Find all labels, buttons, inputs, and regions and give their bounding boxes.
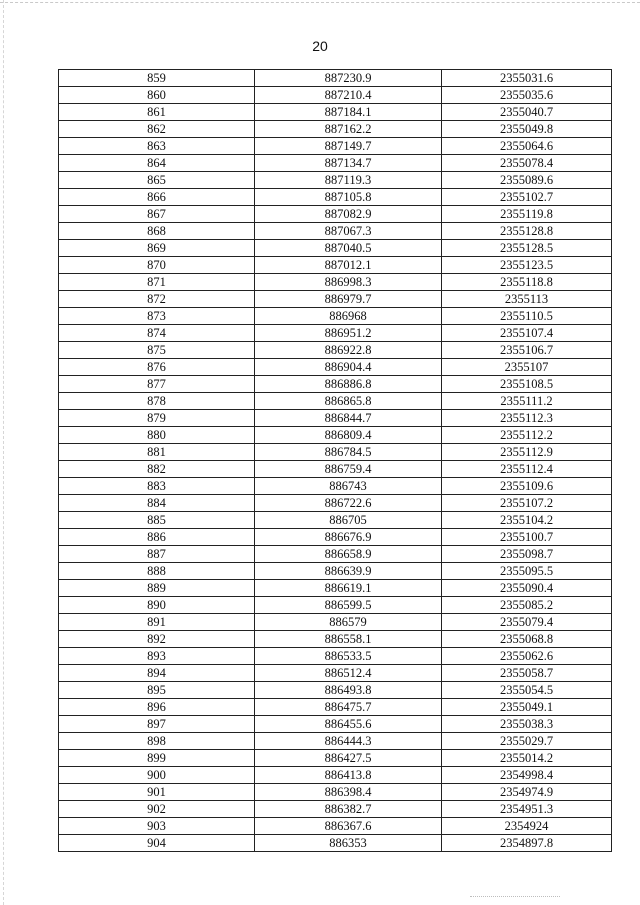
- point-number-cell: 861: [59, 104, 255, 121]
- y-coordinate-cell: 2355110.5: [442, 308, 612, 325]
- point-number-cell: 880: [59, 427, 255, 444]
- table-row: [59, 631, 612, 648]
- table-row: [59, 274, 612, 291]
- y-coordinate-cell: 2354924: [442, 818, 612, 835]
- y-coordinate-cell: 2355128.5: [442, 240, 612, 257]
- y-coordinate-cell: 2355108.5: [442, 376, 612, 393]
- point-number-cell: 871: [59, 274, 255, 291]
- table-body: [59, 70, 612, 852]
- y-coordinate-cell: 2355095.5: [442, 563, 612, 580]
- table-row: [59, 546, 612, 563]
- y-coordinate-cell: 2354951.3: [442, 801, 612, 818]
- y-coordinate-cell: 2354974.9: [442, 784, 612, 801]
- x-coordinate-cell: 886558.1: [255, 631, 442, 648]
- table-row: [59, 308, 612, 325]
- point-number-cell: 889: [59, 580, 255, 597]
- x-coordinate-cell: 886413.8: [255, 767, 442, 784]
- x-coordinate-cell: 886579: [255, 614, 442, 631]
- table-row: [59, 614, 612, 631]
- point-number-cell: 878: [59, 393, 255, 410]
- point-number-cell: 895: [59, 682, 255, 699]
- point-number-cell: 899: [59, 750, 255, 767]
- table-row: [59, 70, 612, 87]
- x-coordinate-cell: 886353: [255, 835, 442, 852]
- x-coordinate-cell: 886922.8: [255, 342, 442, 359]
- point-number-cell: 866: [59, 189, 255, 206]
- y-coordinate-cell: 2355014.2: [442, 750, 612, 767]
- point-number-cell: 894: [59, 665, 255, 682]
- x-coordinate-cell: 887230.9: [255, 70, 442, 87]
- y-coordinate-cell: 2355049.1: [442, 699, 612, 716]
- x-coordinate-cell: 886722.6: [255, 495, 442, 512]
- y-coordinate-cell: 2355035.6: [442, 87, 612, 104]
- point-number-cell: 869: [59, 240, 255, 257]
- y-coordinate-cell: 2354998.4: [442, 767, 612, 784]
- point-number-cell: 882: [59, 461, 255, 478]
- table-row: [59, 495, 612, 512]
- point-number-cell: 884: [59, 495, 255, 512]
- point-number-cell: 874: [59, 325, 255, 342]
- x-coordinate-cell: 886493.8: [255, 682, 442, 699]
- table-row: [59, 172, 612, 189]
- x-coordinate-cell: 886444.3: [255, 733, 442, 750]
- table-row: [59, 444, 612, 461]
- point-number-cell: 897: [59, 716, 255, 733]
- table-row: [59, 138, 612, 155]
- point-number-cell: 902: [59, 801, 255, 818]
- x-coordinate-cell: 886367.6: [255, 818, 442, 835]
- x-coordinate-cell: 886998.3: [255, 274, 442, 291]
- y-coordinate-cell: 2355064.6: [442, 138, 612, 155]
- x-coordinate-cell: 886398.4: [255, 784, 442, 801]
- point-number-cell: 865: [59, 172, 255, 189]
- table-row: [59, 597, 612, 614]
- x-coordinate-cell: 886475.7: [255, 699, 442, 716]
- point-number-cell: 881: [59, 444, 255, 461]
- point-number-cell: 903: [59, 818, 255, 835]
- y-coordinate-cell: 2355107: [442, 359, 612, 376]
- x-coordinate-cell: 886904.4: [255, 359, 442, 376]
- y-coordinate-cell: 2355106.7: [442, 342, 612, 359]
- y-coordinate-cell: 2355079.4: [442, 614, 612, 631]
- y-coordinate-cell: 2355068.8: [442, 631, 612, 648]
- x-coordinate-cell: 886455.6: [255, 716, 442, 733]
- x-coordinate-cell: 887162.2: [255, 121, 442, 138]
- x-coordinate-cell: 887149.7: [255, 138, 442, 155]
- table-row: [59, 291, 612, 308]
- y-coordinate-cell: 2355109.6: [442, 478, 612, 495]
- table-row: [59, 257, 612, 274]
- table-row: [59, 223, 612, 240]
- y-coordinate-cell: 2355078.4: [442, 155, 612, 172]
- table-row: [59, 733, 612, 750]
- point-number-cell: 893: [59, 648, 255, 665]
- y-coordinate-cell: 2355112.2: [442, 427, 612, 444]
- y-coordinate-cell: 2355098.7: [442, 546, 612, 563]
- x-coordinate-cell: 886886.8: [255, 376, 442, 393]
- point-number-cell: 890: [59, 597, 255, 614]
- table-row: [59, 580, 612, 597]
- table-row: [59, 665, 612, 682]
- point-number-cell: 896: [59, 699, 255, 716]
- table-row: [59, 461, 612, 478]
- point-number-cell: 892: [59, 631, 255, 648]
- scan-border-bottom: [470, 896, 560, 897]
- table-row: [59, 121, 612, 138]
- y-coordinate-cell: 2355049.8: [442, 121, 612, 138]
- point-number-cell: 879: [59, 410, 255, 427]
- y-coordinate-cell: 2355119.8: [442, 206, 612, 223]
- point-number-cell: 891: [59, 614, 255, 631]
- table-row: [59, 393, 612, 410]
- y-coordinate-cell: 2355107.2: [442, 495, 612, 512]
- table-row: [59, 818, 612, 835]
- y-coordinate-cell: 2355100.7: [442, 529, 612, 546]
- coordinates-table: [58, 69, 612, 852]
- table-row: [59, 699, 612, 716]
- table-row: [59, 750, 612, 767]
- y-coordinate-cell: 2355089.6: [442, 172, 612, 189]
- y-coordinate-cell: 2355090.4: [442, 580, 612, 597]
- table-row: [59, 189, 612, 206]
- point-number-cell: 867: [59, 206, 255, 223]
- point-number-cell: 872: [59, 291, 255, 308]
- x-coordinate-cell: 886676.9: [255, 529, 442, 546]
- y-coordinate-cell: 2355123.5: [442, 257, 612, 274]
- point-number-cell: 862: [59, 121, 255, 138]
- scan-border-left: [3, 0, 4, 905]
- point-number-cell: 860: [59, 87, 255, 104]
- x-coordinate-cell: 886512.4: [255, 665, 442, 682]
- x-coordinate-cell: 886951.2: [255, 325, 442, 342]
- x-coordinate-cell: 887082.9: [255, 206, 442, 223]
- x-coordinate-cell: 886658.9: [255, 546, 442, 563]
- x-coordinate-cell: 887012.1: [255, 257, 442, 274]
- table-row: [59, 376, 612, 393]
- table-row: [59, 342, 612, 359]
- table-row: [59, 240, 612, 257]
- point-number-cell: 864: [59, 155, 255, 172]
- x-coordinate-cell: 886968: [255, 308, 442, 325]
- x-coordinate-cell: 887134.7: [255, 155, 442, 172]
- table-row: [59, 716, 612, 733]
- table-row: [59, 682, 612, 699]
- table-row: [59, 206, 612, 223]
- point-number-cell: 904: [59, 835, 255, 852]
- table-row: [59, 767, 612, 784]
- table-row: [59, 87, 612, 104]
- x-coordinate-cell: 886619.1: [255, 580, 442, 597]
- point-number-cell: 863: [59, 138, 255, 155]
- table-row: [59, 359, 612, 376]
- x-coordinate-cell: 886705: [255, 512, 442, 529]
- y-coordinate-cell: 2355112.9: [442, 444, 612, 461]
- x-coordinate-cell: 887105.8: [255, 189, 442, 206]
- point-number-cell: 886: [59, 529, 255, 546]
- y-coordinate-cell: 2355038.3: [442, 716, 612, 733]
- x-coordinate-cell: 887040.5: [255, 240, 442, 257]
- point-number-cell: 868: [59, 223, 255, 240]
- y-coordinate-cell: 2355054.5: [442, 682, 612, 699]
- table-row: [59, 325, 612, 342]
- y-coordinate-cell: 2355113: [442, 291, 612, 308]
- table-row: [59, 648, 612, 665]
- x-coordinate-cell: 886639.9: [255, 563, 442, 580]
- x-coordinate-cell: 886809.4: [255, 427, 442, 444]
- x-coordinate-cell: 886979.7: [255, 291, 442, 308]
- table-row: [59, 512, 612, 529]
- y-coordinate-cell: 2355062.6: [442, 648, 612, 665]
- y-coordinate-cell: 2355040.7: [442, 104, 612, 121]
- x-coordinate-cell: 887119.3: [255, 172, 442, 189]
- table-row: [59, 427, 612, 444]
- point-number-cell: 900: [59, 767, 255, 784]
- point-number-cell: 870: [59, 257, 255, 274]
- y-coordinate-cell: 2355111.2: [442, 393, 612, 410]
- x-coordinate-cell: 886784.5: [255, 444, 442, 461]
- point-number-cell: 876: [59, 359, 255, 376]
- x-coordinate-cell: 886427.5: [255, 750, 442, 767]
- point-number-cell: 887: [59, 546, 255, 563]
- table-row: [59, 801, 612, 818]
- table-row: [59, 155, 612, 172]
- scan-border-top: [0, 2, 640, 3]
- y-coordinate-cell: 2355085.2: [442, 597, 612, 614]
- y-coordinate-cell: 2355118.8: [442, 274, 612, 291]
- point-number-cell: 877: [59, 376, 255, 393]
- point-number-cell: 885: [59, 512, 255, 529]
- point-number-cell: 875: [59, 342, 255, 359]
- x-coordinate-cell: 886382.7: [255, 801, 442, 818]
- y-coordinate-cell: 2355112.4: [442, 461, 612, 478]
- y-coordinate-cell: 2355107.4: [442, 325, 612, 342]
- x-coordinate-cell: 886865.8: [255, 393, 442, 410]
- table-row: [59, 784, 612, 801]
- table-row: [59, 104, 612, 121]
- table-row: [59, 563, 612, 580]
- table-row: [59, 410, 612, 427]
- x-coordinate-cell: 886599.5: [255, 597, 442, 614]
- point-number-cell: 898: [59, 733, 255, 750]
- x-coordinate-cell: 887067.3: [255, 223, 442, 240]
- y-coordinate-cell: 2355128.8: [442, 223, 612, 240]
- x-coordinate-cell: 886743: [255, 478, 442, 495]
- y-coordinate-cell: 2355058.7: [442, 665, 612, 682]
- page-number: 20: [312, 38, 328, 54]
- point-number-cell: 901: [59, 784, 255, 801]
- x-coordinate-cell: 886844.7: [255, 410, 442, 427]
- y-coordinate-cell: 2355112.3: [442, 410, 612, 427]
- point-number-cell: 888: [59, 563, 255, 580]
- y-coordinate-cell: 2355102.7: [442, 189, 612, 206]
- y-coordinate-cell: 2354897.8: [442, 835, 612, 852]
- y-coordinate-cell: 2355029.7: [442, 733, 612, 750]
- y-coordinate-cell: 2355031.6: [442, 70, 612, 87]
- table-row: [59, 835, 612, 852]
- y-coordinate-cell: 2355104.2: [442, 512, 612, 529]
- point-number-cell: 883: [59, 478, 255, 495]
- point-number-cell: 859: [59, 70, 255, 87]
- point-number-cell: 873: [59, 308, 255, 325]
- x-coordinate-cell: 886759.4: [255, 461, 442, 478]
- table-row: [59, 529, 612, 546]
- table-row: [59, 478, 612, 495]
- x-coordinate-cell: 886533.5: [255, 648, 442, 665]
- x-coordinate-cell: 887210.4: [255, 87, 442, 104]
- x-coordinate-cell: 887184.1: [255, 104, 442, 121]
